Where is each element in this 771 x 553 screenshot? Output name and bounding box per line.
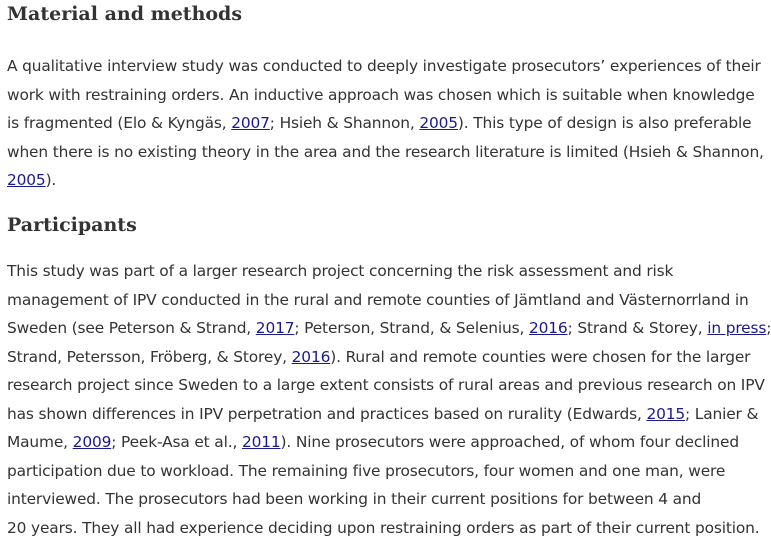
text-line [7,166,764,195]
text-line [7,81,764,110]
text-run: ; Lanier & [685,404,759,423]
text-line [7,428,771,457]
heading-participants: Participants [7,214,137,236]
text-run: research project since Sweden to a large extent consists of rural areas and previous research on IPV [7,376,765,394]
text-line [7,485,771,514]
text-run: This study was part of a larger research project concerning the risk assessment and risk [7,262,674,280]
text-run: when there is no existing theory in the area and the research literature is limited (Hsieh & Shannon, [7,142,764,161]
text-line [7,371,771,400]
text-run: work with restraining orders. An inductive approach was chosen which is suitable when knowledge [7,85,755,104]
text-line [7,457,771,486]
heading-material-and-methods: Material and methods [7,3,243,25]
text-run: management of IPV conducted in the rural and remote counties of Jämtland and Västernorrland in [7,290,749,309]
text-run: ). Rural and remote counties were chosen for the larger [330,347,751,366]
citation-link[interactable]: 2009 [72,433,112,451]
text-line [7,514,771,543]
text-run: ). [45,171,57,189]
text-run: is fragmented (Elo & Kyngäs, [7,114,232,132]
citation-link[interactable]: 2005 [419,114,458,132]
text-run: ; Strand & Storey, [567,319,708,337]
text-line [7,257,771,286]
citation-link[interactable]: 2016 [291,347,331,366]
text-run: ). This type of design is also preferable [457,114,752,132]
citation-link[interactable]: 2015 [646,404,686,423]
citation-link[interactable]: 2005 [7,171,46,189]
paragraph-material-and-methods [7,52,764,195]
text-run: ). Nine prosecutors were approached, of whom four declined [280,433,739,451]
text-run: ; Hsieh & Shannon, [269,114,420,132]
text-run: Sweden (see Peterson & Strand, [7,319,256,337]
text-run: participation due to workload. The remaining five prosecutors, four women and one man, were [7,461,726,480]
text-run: ; [766,319,771,337]
citation-link[interactable]: 2017 [255,319,295,337]
text-run: Maume, [7,433,73,451]
text-line [7,286,771,315]
text-line [7,52,764,81]
text-run: ; Peek-Asa et al., [111,433,242,451]
text-run: has shown differences in IPV perpetration and practices based on rurality (Edwards, [7,404,647,423]
text-line [7,343,771,372]
text-run: interviewed. The prosecutors had been working in their current positions for between 4 and [7,490,702,508]
citation-link[interactable]: 2016 [529,319,568,337]
text-run: Strand, Petersson, Fröberg, & Storey, [7,347,292,366]
text-line [7,138,764,167]
text-line [7,109,764,138]
text-line [7,314,771,343]
citation-link[interactable]: in press [707,319,767,337]
text-run: A qualitative interview study was conducted to deeply investigate prosecutors’ experiences of their [7,57,761,75]
citation-link[interactable]: 2011 [241,433,281,451]
paragraph-participants [7,257,771,542]
citation-link[interactable]: 2007 [231,114,270,132]
text-run: 20 years. They all had experience deciding upon restraining orders as part of their current position. [7,518,760,537]
text-run: ; Peterson, Strand, & Selenius, [294,319,529,337]
text-line [7,400,771,429]
